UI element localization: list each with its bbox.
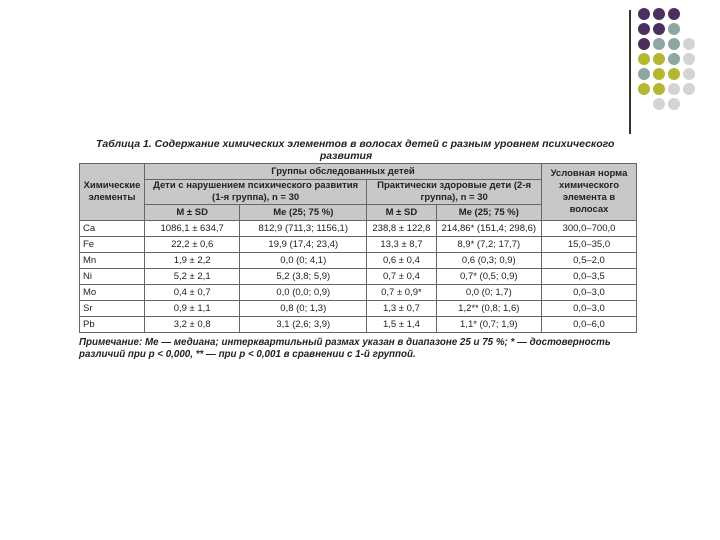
- cell-norm: 0,5–2,0: [542, 253, 637, 269]
- decorative-dot: [683, 38, 695, 50]
- decorative-dot: [683, 53, 695, 65]
- cell-norm: 0,0–3,0: [542, 301, 637, 317]
- cell-m1: 0,4 ± 0,7: [145, 285, 240, 301]
- cell-el: Fe: [80, 237, 145, 253]
- decorative-dot: [668, 68, 680, 80]
- decorative-dot: [653, 68, 665, 80]
- cell-el: Pb: [80, 317, 145, 333]
- decorative-dot: [638, 8, 650, 20]
- cell-m2: 0,6 ± 0,4: [367, 253, 436, 269]
- cell-me1: 0,8 (0; 1,3): [240, 301, 367, 317]
- table-row: [80, 285, 637, 301]
- cell-me2: 0,0 (0; 1,7): [436, 285, 541, 301]
- decorative-vertical-line: [629, 10, 631, 134]
- cell-m1: 3,2 ± 0,8: [145, 317, 240, 333]
- decorative-dot: [668, 98, 680, 110]
- decorative-dot: [668, 83, 680, 95]
- decorative-dot: [683, 68, 695, 80]
- cell-me2: 0,7* (0,5; 0,9): [436, 269, 541, 285]
- cell-el: Ca: [80, 221, 145, 237]
- cell-me1: 19,9 (17,4; 23,4): [240, 237, 367, 253]
- decorative-dot: [668, 53, 680, 65]
- table-row: [80, 237, 637, 253]
- decorative-dot-grid: [638, 8, 720, 118]
- cell-norm: 0,0–6,0: [542, 317, 637, 333]
- header-me-1: Me (25; 75 %): [240, 205, 367, 221]
- table-note: Примечание: Me — медиана; интерквартильный размах указан в диапазоне 25 и 75 %; * — достоверность различий при p < 0,000, ** — при p < 0,001 в сравнении с 1-й группой.: [79, 337, 611, 360]
- cell-me1: 0,0 (0; 4,1): [240, 253, 367, 269]
- decorative-dot: [683, 83, 695, 95]
- table-row: [80, 253, 637, 269]
- cell-norm: 0,0–3,5: [542, 269, 637, 285]
- header-m-sd-1: M ± SD: [145, 205, 240, 221]
- caption-line-2: развития: [319, 150, 373, 162]
- cell-me1: 3,1 (2,6; 3,9): [240, 317, 367, 333]
- decorative-dot: [638, 38, 650, 50]
- cell-me2: 0,6 (0,3; 0,9): [436, 253, 541, 269]
- cell-m1: 1,9 ± 2,2: [145, 253, 240, 269]
- decorative-dot: [638, 83, 650, 95]
- cell-me2: 1,2** (0,8; 1,6): [436, 301, 541, 317]
- header-group-1: Дети с нарушением психического развития (1-я группа), n = 30: [145, 180, 367, 205]
- table-body: [80, 221, 637, 333]
- cell-m1: 0,9 ± 1,1: [145, 301, 240, 317]
- cell-m2: 0,7 ± 0,4: [367, 269, 436, 285]
- decorative-dot: [668, 38, 680, 50]
- header-m-sd-2: M ± SD: [367, 205, 436, 221]
- cell-m1: 22,2 ± 0,6: [145, 237, 240, 253]
- cell-m2: 1,3 ± 0,7: [367, 301, 436, 317]
- cell-norm: 300,0–700,0: [542, 221, 637, 237]
- cell-el: Mo: [80, 285, 145, 301]
- decorative-dot: [653, 23, 665, 35]
- decorative-dot: [653, 38, 665, 50]
- decorative-dot: [668, 23, 680, 35]
- cell-me2: 8,9* (7,2; 17,7): [436, 237, 541, 253]
- cell-norm: 15,0–35,0: [542, 237, 637, 253]
- header-group-2: Практически здоровые дети (2-я группа), n = 30: [367, 180, 542, 205]
- cell-el: Mn: [80, 253, 145, 269]
- header-elements: Химические элементы: [80, 164, 145, 221]
- cell-m2: 1,5 ± 1,4: [367, 317, 436, 333]
- cell-me1: 5,2 (3,8; 5,9): [240, 269, 367, 285]
- header-groups: Группы обследованных детей: [145, 164, 542, 180]
- table-row: [80, 269, 637, 285]
- cell-m1: 5,2 ± 2,1: [145, 269, 240, 285]
- decorative-dot: [638, 23, 650, 35]
- decorative-dot: [653, 53, 665, 65]
- decorative-dot: [653, 98, 665, 110]
- cell-norm: 0,0–3,0: [542, 285, 637, 301]
- cell-el: Ni: [80, 269, 145, 285]
- decorative-dot: [653, 8, 665, 20]
- header-me-2: Me (25; 75 %): [436, 205, 541, 221]
- cell-m1: 1086,1 ± 634,7: [145, 221, 240, 237]
- cell-me2: 1,1* (0,7; 1,9): [436, 317, 541, 333]
- chemical-elements-table: [79, 163, 637, 333]
- decorative-dot: [668, 8, 680, 20]
- cell-m2: 238,8 ± 122,8: [367, 221, 436, 237]
- cell-me2: 214,86* (151,4; 298,6): [436, 221, 541, 237]
- header-norm: Условная норма химического элемента в волосах: [542, 164, 637, 221]
- cell-me1: 812,9 (711,3; 1156,1): [240, 221, 367, 237]
- decorative-dot: [638, 53, 650, 65]
- decorative-dot: [653, 83, 665, 95]
- decorative-dot: [638, 68, 650, 80]
- cell-m2: 13,3 ± 8,7: [367, 237, 436, 253]
- cell-m2: 0,7 ± 0,9*: [367, 285, 436, 301]
- caption-line-1: Таблица 1. Содержание химических элементов в волосах детей с разным уровнем психического: [96, 138, 615, 150]
- cell-el: Sr: [80, 301, 145, 317]
- table-caption: [96, 138, 656, 162]
- cell-me1: 0,0 (0,0; 0,9): [240, 285, 367, 301]
- table-row: [80, 301, 637, 317]
- table-row: [80, 221, 637, 237]
- table-row: [80, 317, 637, 333]
